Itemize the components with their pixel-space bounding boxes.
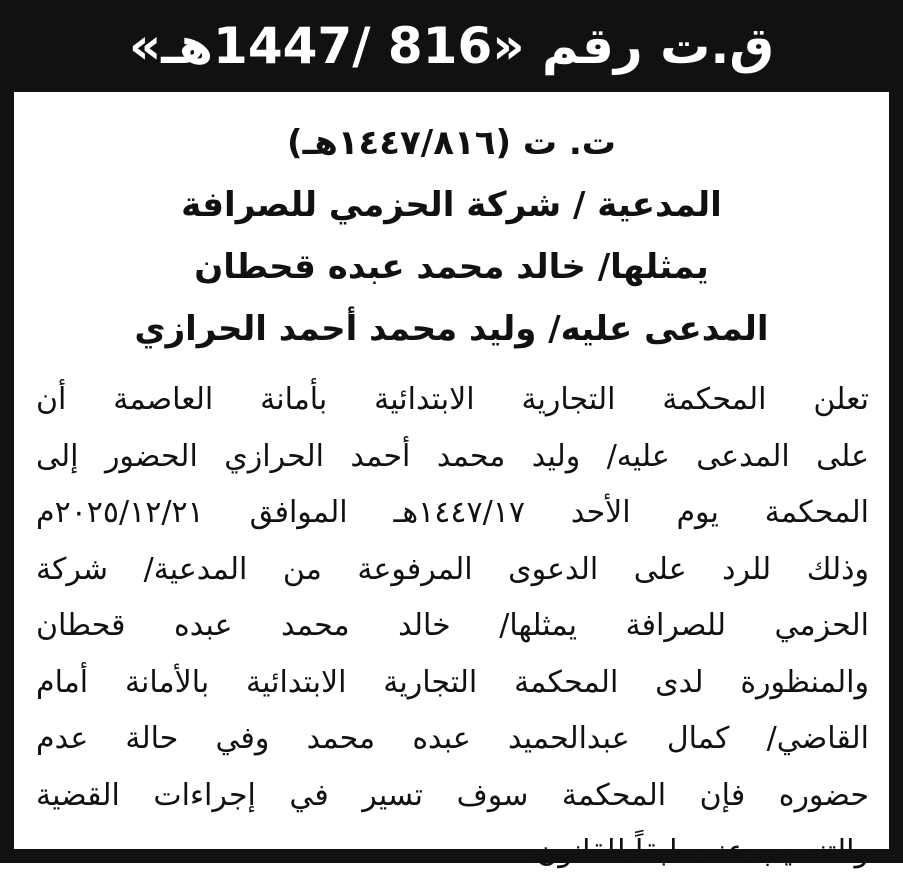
body-line: والمنظورة لدى المحكمة التجارية الابتدائية بالأمانة أمام (36, 664, 869, 700)
notice-number-title: ق.ت رقم «816 /1447هـ» (128, 17, 775, 75)
body-line: الحزمي للصرافة يمثلها/ خالد محمد عبده قحطان (36, 608, 869, 643)
body-line: تعلن المحكمة التجارية الابتدائية بأمانة العاصمة أن (36, 382, 869, 417)
body-line: حضوره فإن المحكمة سوف تسير في إجراءات القضية (36, 777, 869, 813)
notice-banner (14, 0, 889, 92)
case-headings (14, 112, 889, 360)
body-line: القاضي/ كمال عبدالحميد عبده محمد وفي حالة عدم (36, 721, 869, 756)
body-line: وذلك للرد على الدعوى المرفوعة من المدعية/ شركة (36, 551, 869, 587)
body-line: المحكمة يوم الأحد ١٤٤٧/١٧هـ الموافق ٢٠٢٥/١٢/٢١م (36, 495, 869, 530)
body-line: والتنصيب عنه طبقاً للقانون. (526, 834, 869, 869)
plaintiff-representative-line: يمثلها/ خالد محمد عبده قحطان (194, 247, 709, 287)
notice-body (36, 372, 869, 881)
case-reference: ت. ت (١٤٤٧/٨١٦هـ) (287, 123, 616, 163)
plaintiff-line: المدعية / شركة الحزمي للصرافة (181, 185, 722, 225)
defendant-line: المدعى عليه/ وليد محمد أحمد الحرازي (134, 309, 769, 349)
body-line: على المدعى عليه/ وليد محمد أحمد الحرازي الحضور إلى (36, 438, 869, 474)
